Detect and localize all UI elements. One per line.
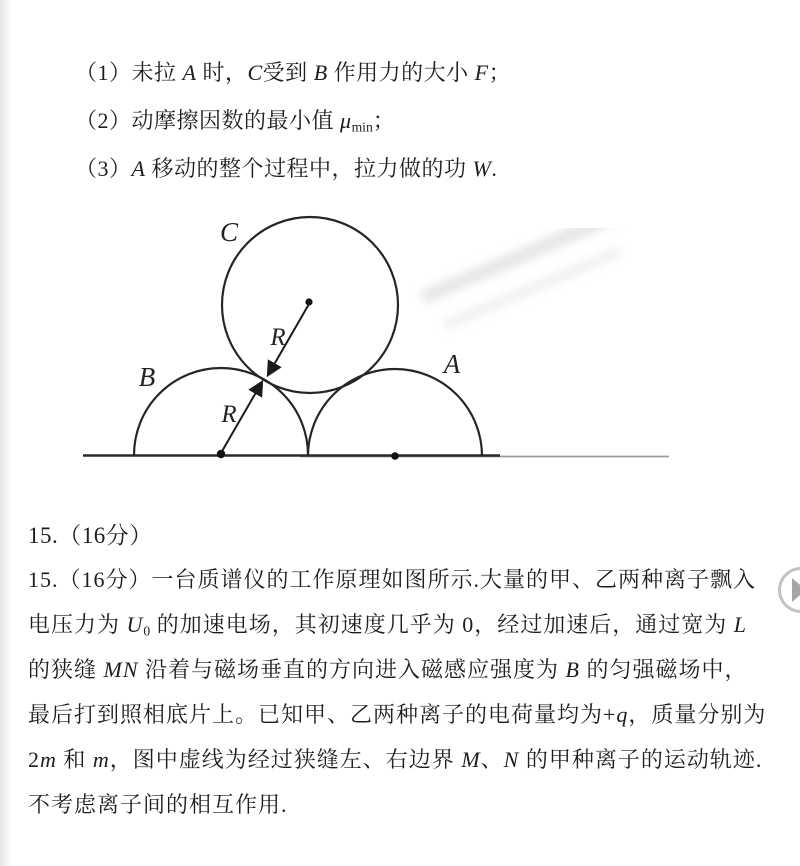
label-circle-b: B: [138, 362, 156, 392]
question-item-3: （3）A 移动的整个过程中，拉力做的功 W.: [75, 156, 498, 181]
label-circle-a: A: [443, 349, 461, 379]
circle-a-arc: [308, 369, 482, 456]
problem-15-text-line: 最后打到照相底片上。已知甲、乙两种离子的电荷量均为+q，质量分别为: [28, 702, 767, 727]
problem-15-text-line: 电压力为 $U_0$ 的加速电场，其初速度几乎为 0，经过加速后，通过宽为 L: [28, 612, 747, 639]
label-circle-c: C: [219, 217, 239, 247]
problem-15-text-line: 2m 和 m，图中虚线为经过狭缝左、右边界 M、N 的甲种离子的运动轨迹.: [28, 747, 763, 772]
next-page-button[interactable]: [778, 567, 800, 613]
question-item-1: （1）未拉 A 时，C受到 B 作用力的大小 F；: [75, 60, 512, 85]
problem-15-text-line: 不考虑离子间的相互作用.: [28, 792, 288, 817]
circle-a-center-dot: [391, 452, 399, 460]
problem-15-text-line: 的狭缝 MN 沿着与磁场垂直的方向进入磁感应强度为 B 的匀强磁场中，: [28, 657, 748, 682]
label-radius-lower: R: [221, 401, 237, 428]
three-circles-diagram: [0, 195, 700, 475]
problem-15-heading: 15.（16分）: [28, 523, 153, 548]
problem-15-text-line: 15.（16分）一台质谱仪的工作原理如图所示.大量的甲、乙两种离子飘入: [28, 567, 757, 592]
label-radius-upper: R: [270, 324, 286, 351]
question-item-2: （2）动摩擦因数的最小值 $\mu_{min}$；: [75, 108, 396, 135]
play-icon: [792, 578, 800, 602]
